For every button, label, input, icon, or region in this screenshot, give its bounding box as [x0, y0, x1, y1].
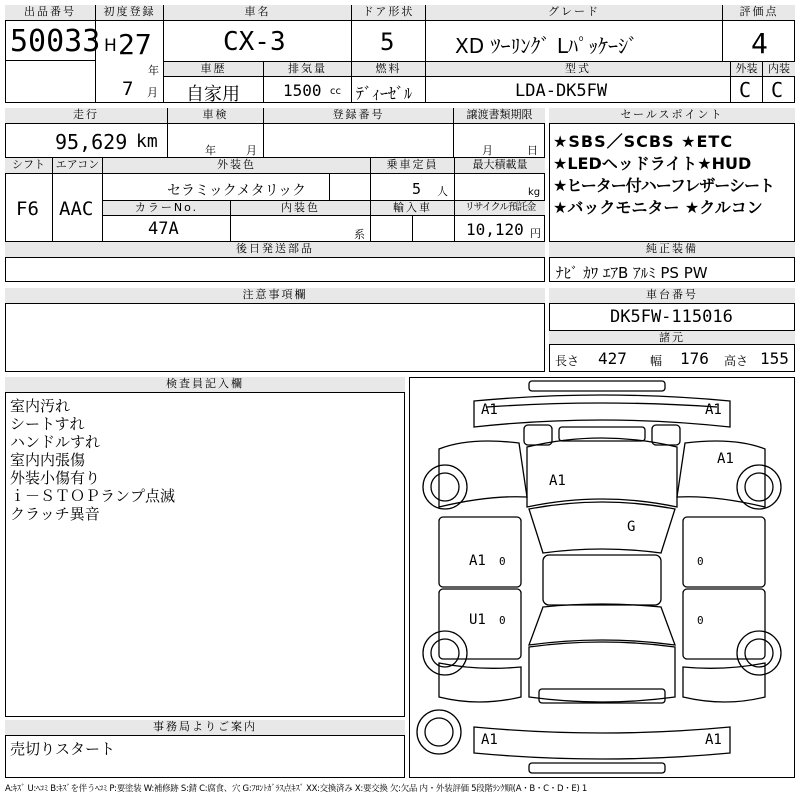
length: 427: [598, 349, 627, 368]
reg-month: 7: [122, 78, 134, 100]
color-label: 外装色: [103, 158, 371, 174]
sales-point-line-3: ★ヒーター付ハーフレザーシート: [553, 176, 774, 195]
model-label: 型式: [426, 62, 731, 77]
era: H: [104, 36, 117, 56]
plate-label: 登録番号: [264, 108, 454, 124]
lot-no-label: 出品番号: [5, 5, 96, 21]
int-color-cell: [231, 216, 371, 242]
interior: C: [771, 78, 784, 102]
chassis-label: 車台番号: [549, 288, 795, 304]
import-cell-2: [413, 216, 455, 242]
recycle: 10,120: [466, 220, 524, 239]
color: セラミックメタリック: [167, 183, 307, 199]
history: 自家用: [186, 84, 240, 105]
recycle-unit: 円: [530, 227, 541, 240]
fuel-label: 燃料: [352, 62, 426, 77]
import-cell: [371, 216, 413, 242]
displacement-label: 排気量: [264, 62, 352, 77]
dims-label: 諸元: [549, 330, 795, 345]
mark-zero-4: 0: [697, 614, 704, 627]
mileage-label: 走行: [5, 108, 168, 124]
displacement: 1500: [283, 81, 322, 100]
int-color-unit: 系: [354, 228, 365, 241]
import-label: 輸入車: [371, 201, 455, 216]
capacity: 5: [412, 180, 422, 198]
inspector-line-7: クラッチ異音: [10, 505, 100, 523]
shift-label: シフト: [5, 158, 53, 174]
inspector-line-6: ｉ－ＳＴＯＰランプ点滅: [10, 487, 176, 505]
score: 4: [751, 27, 768, 60]
car-name-label: 車名: [164, 5, 352, 21]
mark-zero-2: 0: [499, 614, 506, 627]
color-no-label: カラーNo.: [103, 201, 231, 216]
office-value: 売切りスタート: [10, 740, 116, 758]
capacity-label: 乗車定員: [371, 158, 455, 174]
exterior: C: [739, 78, 752, 102]
inspection-month-unit: 月: [246, 144, 257, 157]
interior-label: 内装: [763, 62, 795, 77]
history-label: 車歴: [164, 62, 264, 77]
sales-point-line-4: ★バックモニター ★クルコン: [553, 198, 763, 217]
recycle-label: リサイクル預託金: [455, 201, 545, 216]
width-label: 幅: [650, 354, 663, 368]
inspector-line-2: シートすれ: [10, 415, 85, 433]
inspection-year-unit: 年: [205, 144, 216, 157]
mark-front-left: A1: [481, 402, 498, 418]
mark-rear-left: A1: [481, 732, 498, 748]
grade: XD ﾂｰﾘﾝｸﾞ Lﾊﾟｯｹｰｼﾞ: [455, 34, 638, 58]
ac-label: エアコン: [53, 158, 103, 174]
legend: A:ｷｽﾞ U:ﾍｺﾐ B:ｷｽﾞを伴うﾍｺﾐ P:要塗装 W:補修跡 S:錆 C:腐食、穴 G:ﾌﾛﾝﾄｶﾞﾗｽ点ｷｽﾞ XX:交換済み X:要交換 欠:欠品 内・外装評価 5段階ﾗﾝｸ順(A・B・C・D・E) 1: [5, 784, 588, 794]
equipment-value: ﾅﾋﾞ ｶﾜ ｴｱB ｱﾙﾐ PS PW: [556, 264, 708, 282]
mark-hood: A1: [549, 473, 566, 489]
load-label: 最大積載量: [455, 158, 545, 174]
score-label: 評価点: [723, 5, 795, 21]
inspector-line-4: 室内内張傷: [10, 451, 86, 469]
sales-point-line-2: ★LEDヘッドライト★HUD: [553, 154, 752, 173]
grade-label: グレード: [426, 5, 723, 21]
first-reg-label: 初度登録: [96, 5, 164, 21]
ac: AAC: [59, 198, 94, 220]
length-label: 長さ: [555, 354, 580, 368]
later-parts-label: 後日発送部品: [5, 242, 545, 258]
mark-zero-3: 0: [697, 555, 704, 568]
transfer-day-unit: 日: [527, 144, 538, 157]
exterior-label: 外装: [731, 62, 763, 77]
inspector-line-5: 外装小傷有り: [10, 469, 101, 487]
mark-zero-1: 0: [499, 555, 506, 568]
mark-roof: G: [627, 519, 636, 535]
int-color-label: 内装色: [231, 201, 371, 216]
doors: 5: [380, 28, 395, 56]
lot-no-lower: [5, 61, 96, 103]
height: 155: [760, 349, 789, 368]
reg-year: 27: [118, 28, 152, 61]
height-label: 高さ: [724, 354, 749, 368]
inspector-label: 検査員記入欄: [5, 377, 405, 393]
color-no: 47A: [148, 219, 179, 239]
mark-front-right: A1: [705, 402, 722, 418]
color-divider: [329, 174, 330, 201]
mark-left-door-rear: U1: [469, 612, 486, 628]
mark-rear-right: A1: [705, 732, 722, 748]
mileage: 95,629: [55, 130, 128, 154]
plate-cell: [264, 124, 454, 158]
model: LDA-DK5FW: [515, 81, 608, 101]
sales-point-line-1: ★SBS／SCBS ★ETC: [553, 132, 734, 151]
car-diagram: [409, 377, 795, 778]
reg-month-unit: 月: [147, 86, 158, 99]
chassis-number: DK5FW-115016: [610, 307, 733, 327]
mark-left-door: A1: [469, 553, 486, 569]
width: 176: [680, 349, 709, 368]
lot-no-cell: [5, 21, 96, 61]
notes-label: 注意事項欄: [5, 288, 545, 304]
transfer-label: 譲渡書類期限: [454, 108, 545, 124]
displacement-unit: cc: [330, 86, 341, 97]
capacity-unit: 人: [437, 185, 448, 198]
inspector-line-3: ハンドルすれ: [10, 433, 101, 451]
office-label: 事務局よりご案内: [5, 720, 405, 736]
fuel: ﾃﾞｨｰｾﾞﾙ: [356, 84, 413, 103]
reg-year-unit: 年: [148, 64, 159, 77]
mark-right-fender: A1: [717, 451, 734, 467]
car-name: CX-3: [223, 27, 286, 57]
inspection-label: 車検: [168, 108, 264, 124]
transfer-month-unit: 月: [482, 144, 493, 157]
shift: F6: [16, 198, 39, 220]
sales-points-label: セールスポイント: [549, 108, 795, 124]
load-unit: kg: [528, 187, 541, 198]
door-label: ドア形状: [352, 5, 426, 21]
equipment-label: 純正装備: [549, 242, 795, 258]
mileage-unit: km: [136, 131, 158, 152]
lot-no: 50033: [10, 24, 101, 59]
inspector-line-1: 室内汚れ: [10, 397, 71, 415]
